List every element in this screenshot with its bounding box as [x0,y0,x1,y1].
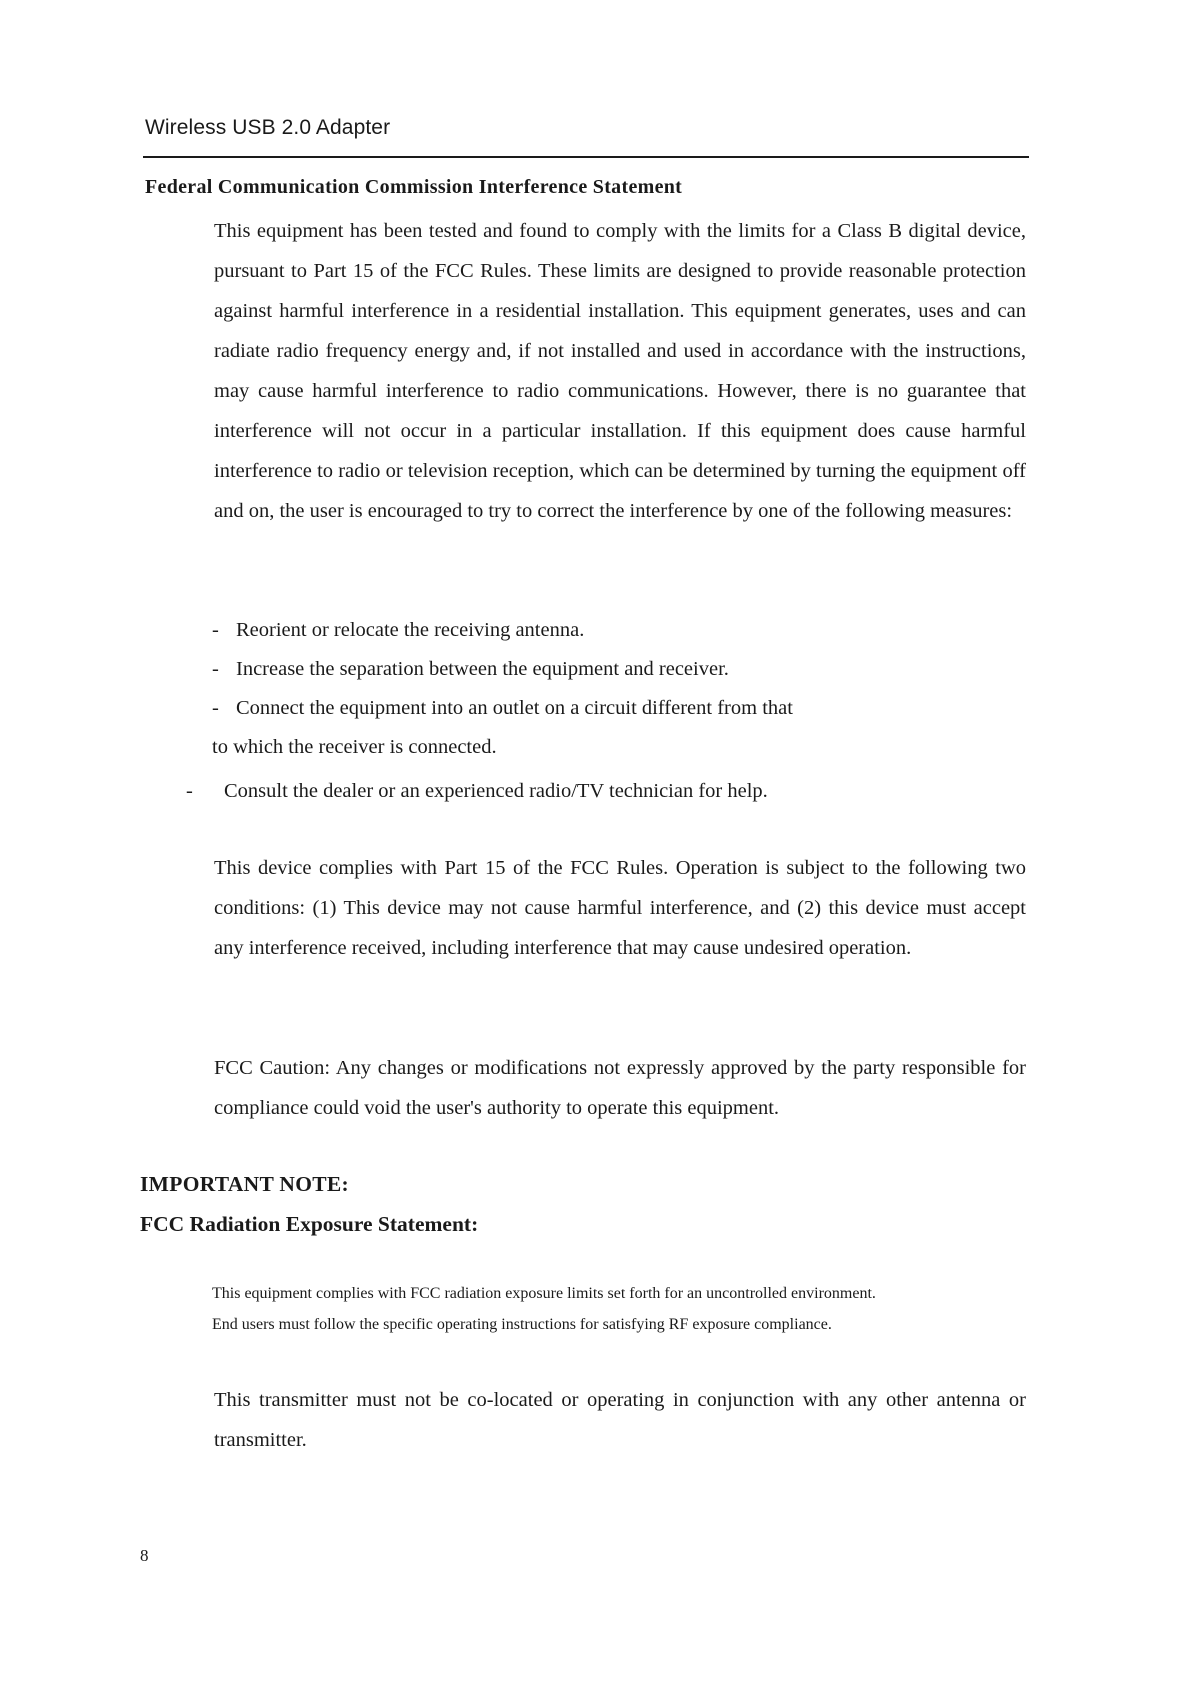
list-item: - Increase the separation between the equipment and receiver. [212,650,1012,689]
part15-compliance-paragraph: This device complies with Part 15 of the FCC Rules. Operation is subject to the following two conditions: (1) This device may not cause harmful interference, and (2) this device must accept any interference received, including interference that may cause undesired operation. [214,857,1026,959]
fcc-intro-paragraph: This equipment has been tested and found to comply with the limits for a Class B digital device, pursuant to Part 15 of the FCC Rules. These limits are designed to provide reasonable protection against harmful interference in a residential installation. This equipment generates, uses and can radiate radio frequency energy and, if not installed and used in accordance with the instructions, may cause harmful interference to radio communications. However, there is no guarantee that interference will not occur in a particular installation. If this equipment does cause harmful interference to radio or television reception, which can be determined by turning the equipment off and on, the user is encouraged to try to correct the interference by one of the following measures: [214,220,1026,522]
radiation-text-line: End users must follow the specific operating instructions for satisfying RF exposure compliance. [212,1316,832,1333]
radiation-exposure-text [212,1278,1032,1340]
page-number: 8 [140,1546,149,1565]
measure-text: Consult the dealer or an experienced radio/TV technician for help. [224,780,768,802]
running-header: Wireless USB 2.0 Adapter [145,116,391,139]
list-item-continuation [212,728,1012,767]
list-item: - Connect the equipment into an outlet on a circuit different from that [212,689,1012,728]
measure-text: to which the receiver is connected. [212,736,497,758]
header-rule [143,156,1029,158]
list-item: - Reorient or relocate the receiving antenna. [212,611,1012,650]
measure-text: Increase the separation between the equipment and receiver. [236,658,729,680]
important-note-heading: IMPORTANT NOTE: [140,1172,350,1196]
fcc-statement-title: Federal Communication Commission Interference Statement [145,176,683,198]
list-item: - Consult the dealer or an experienced radio/TV technician for help. [186,772,768,811]
measure-text: Connect the equipment into an outlet on a circuit different from that [236,697,793,719]
measure-text: Reorient or relocate the receiving antenna. [236,619,585,641]
measures-list [212,611,1012,767]
fcc-caution-paragraph: FCC Caution: Any changes or modifications not expressly approved by the party responsible for compliance could void the user's authority to operate this equipment. [214,1057,1026,1119]
transmitter-paragraph: This transmitter must not be co-located or operating in conjunction with any other antenna or transmitter. [214,1389,1026,1451]
radiation-text-line: This equipment complies with FCC radiation exposure limits set forth for an uncontrolled environment. [212,1285,876,1302]
radiation-exposure-heading: FCC Radiation Exposure Statement: [140,1212,479,1236]
